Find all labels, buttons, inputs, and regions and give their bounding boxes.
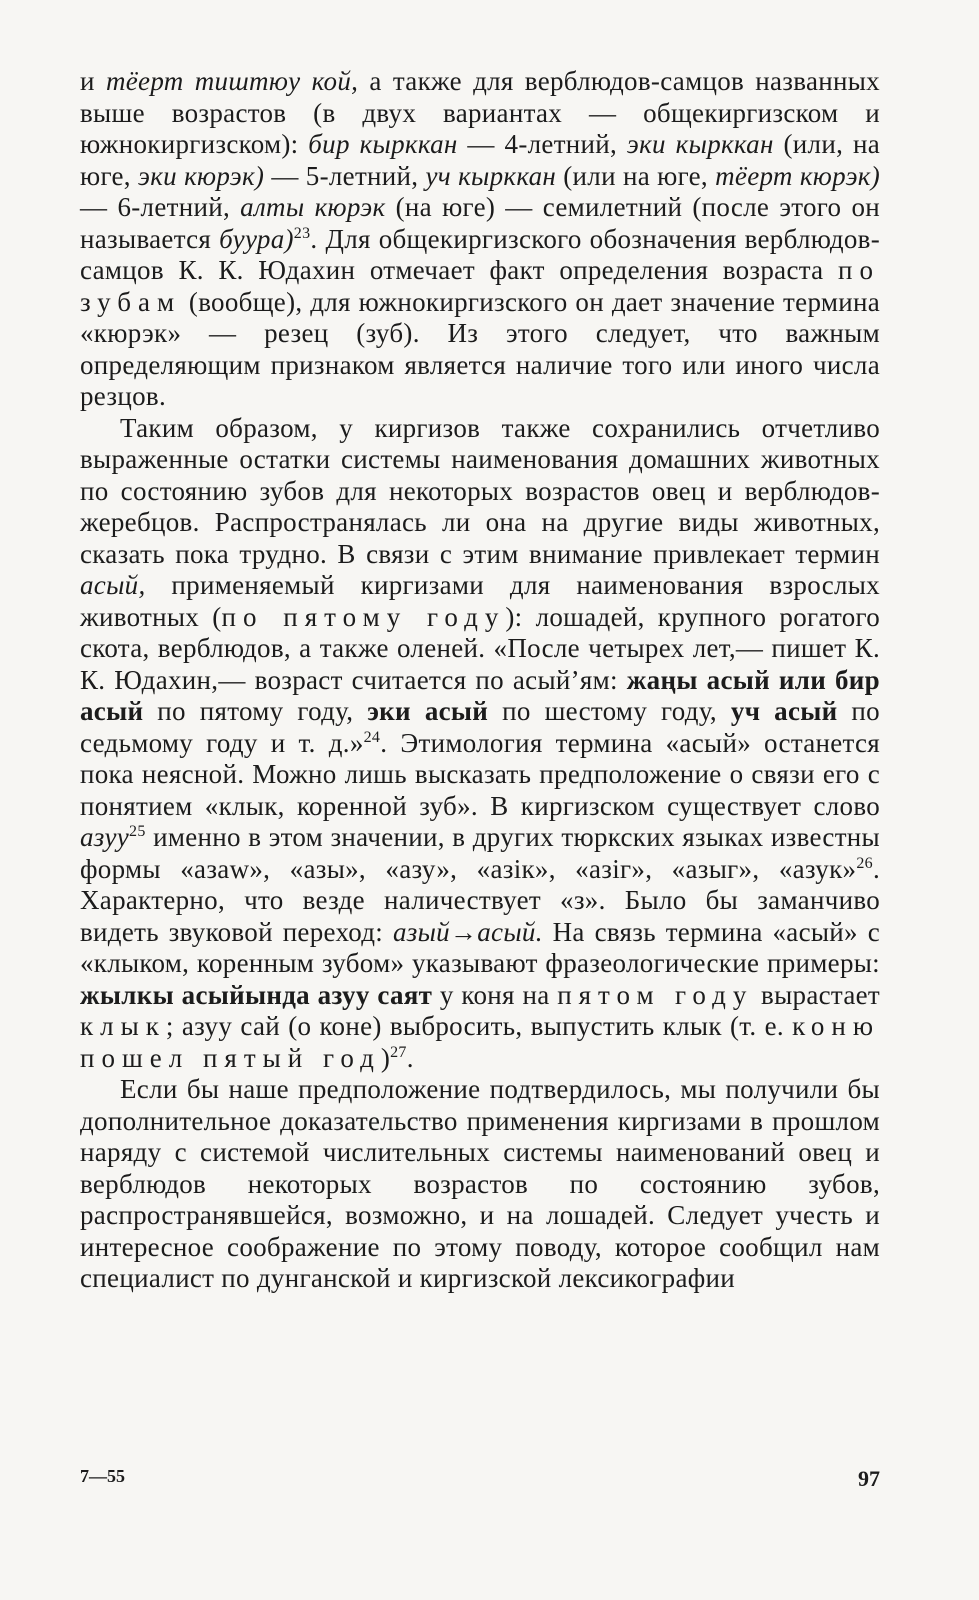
emphasis-run: эки кырккан bbox=[626, 129, 774, 159]
emphasis-run: алты кюрэк bbox=[240, 192, 386, 222]
emphasis-run: бир кырккан bbox=[308, 129, 458, 159]
paragraph-1 bbox=[80, 66, 880, 413]
text-run: именно в этом значении, в других тюркских языках известны формы «азаw», «азы», «азу», «азiк», «азiг», «азыг», «азук» bbox=[80, 822, 880, 884]
emphasis-run: жаңы асый или бир асый bbox=[80, 664, 880, 726]
emphasis-run: эки асый bbox=[367, 696, 489, 726]
footnote-ref: 26 bbox=[856, 854, 873, 872]
page-body bbox=[80, 66, 880, 1295]
text-run: — 6-летний, bbox=[80, 192, 241, 222]
text-run: по пятому году, bbox=[143, 696, 368, 726]
text-run: . bbox=[406, 1042, 414, 1073]
paragraph-3 bbox=[80, 1074, 880, 1295]
text-run: . Этимология термина «асый» останется пока неясной. Можно лишь высказать предположение о связи его с понятием «клык, коренной зуб». В киргизском существует слово bbox=[80, 727, 880, 821]
text-run: . Для общекиргизского обозначения верблюдов-самцов К. К. Юдахин отмечает факт определения возраста bbox=[80, 223, 880, 285]
footnote-ref: 27 bbox=[390, 1043, 407, 1061]
printer-signature: 7—55 bbox=[80, 1466, 125, 1486]
text-run: . Характерно, что везде наличествует «з». Было бы заманчиво видеть звуковой переход: bbox=[80, 853, 880, 947]
emphasis-run: клык bbox=[80, 1011, 166, 1041]
text-run: ; азуу сай (о коне) выбросить, выпустить клык (т. е. bbox=[165, 1011, 793, 1041]
text-run: Таким образом, у киргизов также сохранились отчетливо выраженные остатки системы наименования домашних животных по состоянию зубов для некоторых возрастов овец и верблюдов-жеребцов. Распространялась ли она на другие виды животных, сказать пока трудно. В связи с этим внимание привлекает термин bbox=[80, 412, 880, 569]
emphasis-run: асый, bbox=[80, 570, 146, 600]
text-run: На связь термина «асый» с «клыком, коренным зубом» указывают фразеологические примеры: bbox=[80, 916, 880, 978]
text-run: у коня на bbox=[432, 979, 558, 1010]
emphasis-run: азуу bbox=[80, 822, 130, 852]
emphasis-run: коню пошел пятый год bbox=[80, 1011, 880, 1073]
text-run: (или, на юге, bbox=[80, 129, 880, 191]
emphasis-run: эки кюрэк) bbox=[137, 160, 265, 191]
text-run: — 4-летний, bbox=[457, 129, 627, 159]
text-run: по седьмому году и т. д.» bbox=[80, 696, 880, 758]
emphasis-run: уч асый bbox=[730, 696, 838, 726]
text-run: (или на юге, bbox=[556, 160, 716, 191]
text-run: (вообще), для южнокиргизского он дает значение термина «кюрэк» — резец (зуб). Из этого следует, что важным определяющим признаком является наличие того или иного числа резцов. bbox=[80, 286, 880, 411]
text-run: ): лошадей, крупного рогатого скота, верблюдов, а также оленей. «После четырех лет,— пишет К. К. Юдахин,— возраст считается по асый’ям: bbox=[80, 601, 880, 695]
text-run: применяемый киргизами для наименования взрослых животных ( bbox=[80, 570, 880, 632]
emphasis-run: жылкы асыйында азуу саят bbox=[80, 979, 433, 1010]
emphasis-run: буура) bbox=[219, 223, 294, 254]
text-run: (на юге) — семилетний (после этого он называется bbox=[80, 192, 881, 254]
text-run: вырастает bbox=[753, 979, 880, 1010]
page-footer bbox=[80, 1466, 880, 1496]
text-run: Если бы наше предположение подтвердилось, мы получили бы дополнительное доказательство применения киргизами в прошлом наряду с системой числительных системы наименований овец и верблюдов некоторых возрастов по состоянию зубов, распространявшейся, возможно, и на лошадей. Следует учесть и интересное соображение по этому поводу, которое сообщил нам специалист по дунганской и киргизской лексикографии bbox=[80, 1074, 880, 1293]
footnote-ref: 24 bbox=[363, 728, 381, 746]
text-run: и bbox=[80, 66, 106, 96]
footnote-ref: 25 bbox=[129, 823, 146, 840]
text-run: — 5-летний, bbox=[264, 160, 426, 191]
emphasis-run: по пятому году bbox=[221, 601, 506, 632]
emphasis-run: тёерт кюрэк) bbox=[715, 160, 881, 191]
emphasis-run: по зубам bbox=[80, 255, 880, 317]
text-run: по шестому году, bbox=[488, 696, 731, 726]
paragraph-2 bbox=[80, 413, 880, 1075]
text-run: ) bbox=[380, 1042, 391, 1073]
emphasis-run: тёерт тиштюу кой, bbox=[105, 66, 359, 96]
page-number: 97 bbox=[858, 1466, 880, 1491]
footnote-ref: 23 bbox=[293, 224, 311, 242]
emphasis-run: уч кырккан bbox=[425, 160, 557, 191]
text-run: а также для верблюдов-самцов названных выше возрастов (в двух вариантах — общекиргизском и южнокиргизском): bbox=[80, 66, 880, 159]
emphasis-run: пятом году bbox=[557, 979, 754, 1010]
emphasis-run: азый→асый. bbox=[392, 916, 543, 947]
